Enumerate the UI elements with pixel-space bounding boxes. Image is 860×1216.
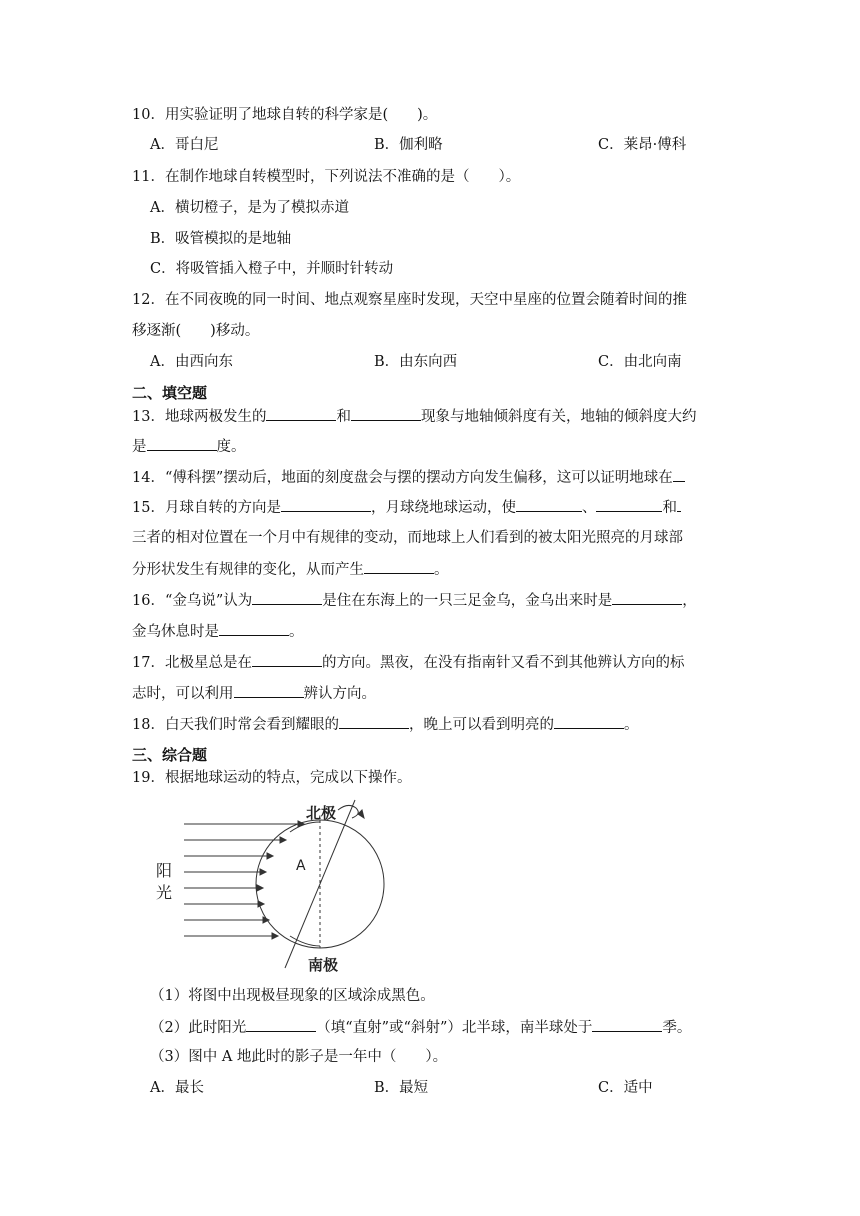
q10-option-a: A．哥白尼 (150, 137, 219, 153)
q15-line2: 三者的相对位置在一个月中有规律的变动，而地球上人们看到的被太阳光照亮的月球部 (132, 530, 683, 546)
q11-option-b: B．吸管模拟的是地轴 (150, 231, 292, 247)
q18-text-1: 18．白天我们时常会看到耀眼的 (132, 717, 339, 733)
q13-line2 (132, 436, 246, 457)
q19-blank-2[interactable] (592, 1017, 662, 1032)
q17-text-2: 的方向。黑夜，在没有指南针又看不到其他辨认方向的标 (321, 655, 685, 671)
q15-blank-2[interactable] (516, 497, 582, 512)
q19-sub1: （1）将图中出现极昼现象的区域涂成黑色。 (150, 988, 435, 1004)
q14-line1 (132, 467, 685, 488)
q17-text-3: 志时，可以利用 (132, 686, 234, 702)
q13-text-4: 是 (132, 439, 147, 455)
q15-text-3: 、 (581, 500, 597, 516)
q15-line1 (132, 497, 681, 518)
q13-text-3: 现象与地轴倾斜度有关，地轴的倾斜度大约 (420, 409, 697, 425)
q12-option-a: A．由西向东 (150, 354, 233, 370)
q15-blank-3[interactable] (596, 497, 662, 512)
q16-text-2: 是住在东海上的一只三足金乌，金乌出来时是 (322, 593, 613, 609)
q15-text-6: 。 (434, 562, 449, 578)
q18-text-3: 。 (623, 717, 639, 733)
q14-blank-1[interactable] (673, 467, 685, 482)
q15-line3 (132, 559, 449, 580)
q15-text-5: 分形状发生有规律的变化，从而产生 (132, 562, 364, 578)
q16-blank-2[interactable] (612, 590, 682, 605)
q15-text-1: 15．月球自转的方向是 (132, 500, 281, 516)
q10-option-c: C．莱昂·傅科 (598, 137, 687, 153)
q11-option-a: A．横切橙子，是为了模拟赤道 (150, 200, 349, 216)
q19-option-a: A．最长 (150, 1080, 204, 1096)
q17-text-1: 17．北极星总是在 (132, 655, 252, 671)
q13-blank-1[interactable] (266, 406, 336, 421)
section-heading-comprehensive: 三、综合题 (132, 746, 208, 764)
q12-option-c: C．由北向南 (598, 354, 682, 370)
q16-text-3: ， (682, 593, 697, 609)
q13-text-1: 13．地球两极发生的 (132, 409, 267, 425)
q13-text-2: 和 (336, 409, 351, 425)
q18-blank-2[interactable] (554, 714, 624, 729)
q19-stem: 19．根据地球运动的特点，完成以下操作。 (132, 770, 412, 786)
q17-blank-2[interactable] (234, 683, 304, 698)
q19-blank-1[interactable] (246, 1017, 316, 1032)
north-pole-label: 北极 (306, 804, 337, 822)
q13-text-5: 度。 (216, 439, 246, 455)
q18-blank-1[interactable] (339, 714, 409, 729)
q11-stem: 11．在制作地球自转模型时，下列说法不准确的是（ ）。 (132, 169, 521, 185)
q16-text-5: 。 (289, 624, 304, 640)
q19-sub2-text-2: （填“直射”或“斜射”）北半球，南半球处于 (316, 1020, 593, 1036)
q16-text-4: 金乌休息时是 (132, 624, 219, 640)
q16-line2 (132, 621, 304, 642)
q15-blank-4[interactable] (677, 497, 681, 512)
q13-blank-2[interactable] (351, 406, 421, 421)
q19-sub2-text-1: （2）此时阳光 (150, 1020, 247, 1036)
sunlight-label-2: 光 (156, 883, 173, 902)
q19-option-c: C．适中 (598, 1080, 653, 1096)
q16-blank-3[interactable] (219, 621, 289, 636)
q12-option-b: B．由东向西 (374, 354, 458, 370)
q10-option-b: B．伽利略 (374, 137, 443, 153)
q13-blank-3[interactable] (147, 436, 217, 451)
q19-sub3: （3）图中 A 地此时的影子是一年中（ ）。 (150, 1049, 448, 1065)
section-heading-fill-blank: 二、填空题 (132, 384, 208, 402)
q16-text-1: 16．“金乌说”认为 (132, 593, 253, 609)
q18-text-2: ，晚上可以看到明亮的 (408, 717, 554, 733)
q15-text-2: ，月球绕地球运动，使 (370, 500, 516, 516)
q16-line1 (132, 590, 697, 611)
q10-stem: 10．用实验证明了地球自转的科学家是( )。 (132, 107, 438, 123)
q15-blank-1[interactable] (281, 497, 371, 512)
q17-blank-1[interactable] (252, 652, 322, 667)
q16-blank-1[interactable] (252, 590, 322, 605)
q19-sub2 (150, 1017, 691, 1038)
q15-blank-5[interactable] (364, 559, 434, 574)
q17-line1 (132, 652, 684, 673)
q17-line2 (132, 683, 376, 704)
q13-line1 (132, 406, 696, 427)
q14-text-1: 14．“傅科摆”摆动后，地面的刻度盘会与摆的摆动方向发生偏移，这可以证明地球在 (132, 470, 673, 486)
sunlight-rays (184, 821, 304, 939)
point-a-label: A (296, 858, 306, 874)
q12-stem-line2: 移逐渐( )移动。 (132, 323, 260, 339)
q19-option-b: B．最短 (374, 1080, 429, 1096)
earth-sunlight-diagram (150, 796, 390, 976)
q11-option-c: C．将吸管插入橙子中，并顺时针转动 (150, 261, 394, 277)
sunlight-label-1: 阳 (156, 861, 173, 880)
south-pole-label: 南极 (308, 956, 339, 974)
q19-sub2-text-3: 季。 (662, 1020, 692, 1036)
q18-line1 (132, 714, 638, 735)
q15-text-4: 和 (662, 500, 677, 516)
q12-stem-line1: 12．在不同夜晚的同一时间、地点观察星座时发现，天空中星座的位置会随着时间的推 (132, 292, 687, 308)
q17-text-4: 辨认方向。 (303, 686, 376, 702)
